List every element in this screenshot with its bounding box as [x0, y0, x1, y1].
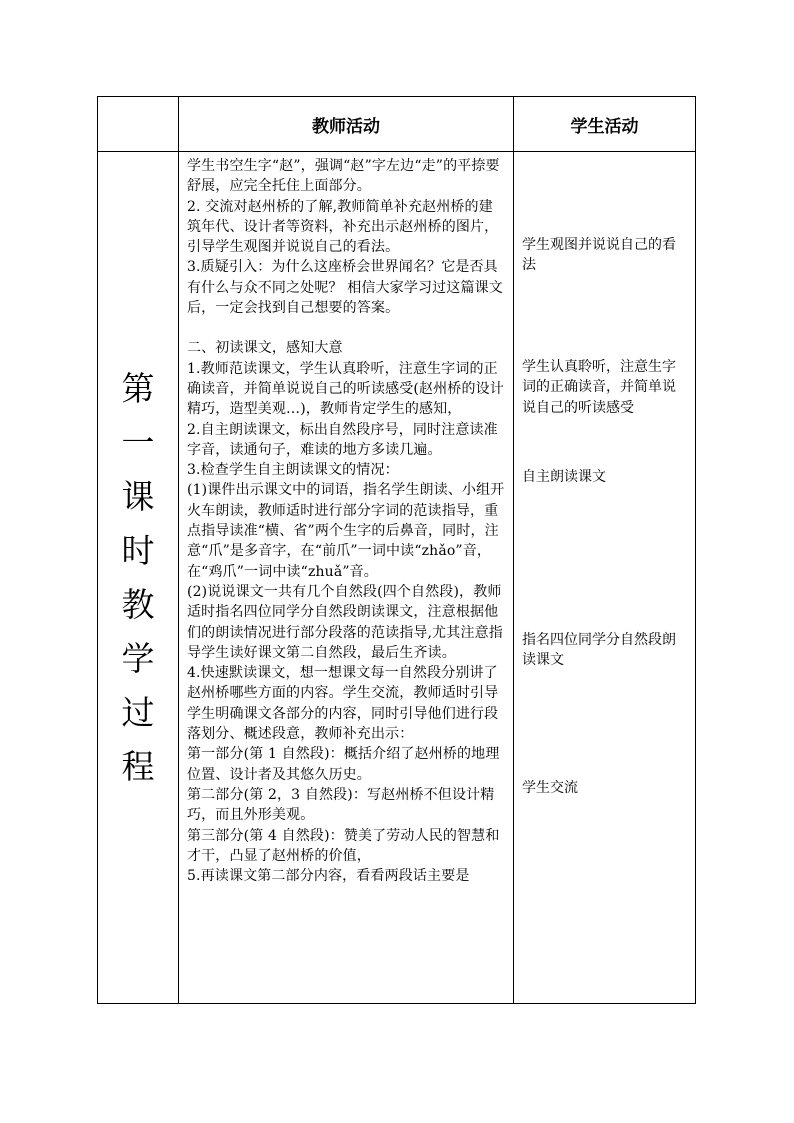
teacher-paragraph: 学生书空生字“赵”，强调“赵”字左边“走”的平捺要舒展，应完全托住上面部分。 [187, 158, 500, 195]
teacher-paragraph: 3.质疑引入：为什么这座桥会世界闻名？它是否具有什么与众不同之处呢？ 相信大家学习过这篇课文后，一定会找到自己想要的答案。 [187, 259, 503, 317]
teacher-paragraph: 第二部分(第 2，3 自然段)：写赵州桥不但设计精巧，而且外形美观。 [187, 786, 495, 824]
row-label-cell [98, 152, 179, 1004]
student-note: 指名四位同学分自然段朗读课文 [522, 632, 676, 669]
teacher-paragraph: 2. 交流对赵州桥的了解,教师简单补充赵州桥的建筑年代、设计者等资料，补充出示赵州桥的图片，引导学生观图并说说自己的看法。 [187, 198, 499, 256]
student-note: 自主朗读课文 [522, 469, 606, 485]
lesson-plan-table [97, 96, 696, 1004]
teacher-paragraph: 4.快速默读课文，想一想课文每一自然段分别讲了赵州桥哪些方面的内容。学生交流，教师适时引导学生明确课文各部分的内容，同时引导他们进行段落划分、概述段意，教师补充出示： [187, 665, 499, 743]
teacher-activity-header: 教师活动 [179, 97, 514, 152]
blank-line [187, 318, 505, 338]
label-column-header [98, 97, 179, 152]
teacher-paragraph: 1.教师范读课文，学生认真聆听，注意生字词的正确读音，并简单说说自己的听读感受(赵州桥的设计精巧，造型美观…)，教师肯定学生的感知， [187, 360, 504, 418]
student-note: 学生观图并说说自己的看法 [522, 237, 676, 274]
row-label: 第一课时教学过程 [121, 368, 155, 786]
student-activity-header: 学生活动 [514, 97, 696, 152]
teacher-paragraph: (2)说说课文一共有几个自然段(四个自然段)，教师适时指名四位同学分自然段朗读课文，注意根据他们的朗读情况进行部分段落的范读指导,尤其注意指导学生读好课文第二自然段，最后生齐读。 [187, 583, 503, 661]
teacher-paragraph: 2.自主朗读课文，标出自然段序号，同时注意读准字音，读通句子，难读的地方多读几遍。 [187, 421, 498, 458]
teacher-paragraph: 第一部分(第 1 自然段)：概括介绍了赵州桥的地理位置、设计者及其悠久历史。 [187, 746, 500, 783]
student-note: 学生交流 [522, 780, 578, 796]
teacher-paragraph: 3.检查学生自主朗读课文的情况： [187, 462, 399, 479]
table-header-row [98, 97, 696, 152]
student-note: 学生认真聆听，注意生字词的正确读音，并简单说说自己的听读感受 [522, 359, 676, 416]
teacher-paragraph: (1)课件出示课文中的词语，指名学生朗读、小组开火车朗读，教师适时进行部分字词的范读指导，重点指导读准“横、省”两个生字的后鼻音，同时，注意“爪”是多音字，在“前爪”一词中读“zhǎo”音，在“鸡爪”一词中读“zhuǎ”音。 [187, 482, 505, 580]
student-activity-cell [514, 152, 696, 1004]
teacher-paragraph: 第三部分(第 4 自然段)：赞美了劳动人民的智慧和才干，凸显了赵州桥的价值， [187, 827, 500, 864]
section-heading: 二、初读课文，感知大意 [187, 340, 343, 357]
teacher-activity-cell [179, 152, 514, 1004]
table-body-row [98, 152, 696, 1004]
teacher-paragraph: 5.再读课文第二部分内容，看看两段话主要是 [187, 868, 470, 885]
